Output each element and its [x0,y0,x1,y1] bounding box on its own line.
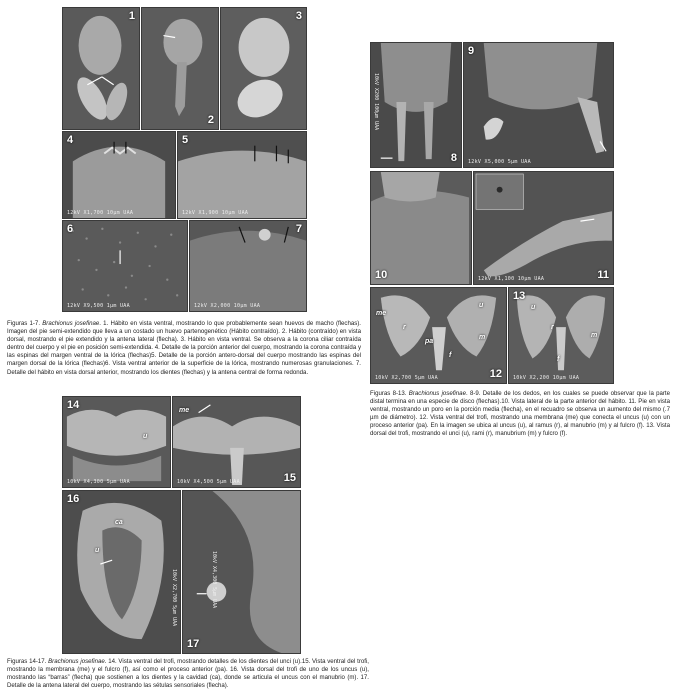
caption-label: Figuras 8-13. [370,390,407,397]
panel-number: 17 [187,638,200,650]
panel-number: 15 [283,472,296,484]
structure-label-fulcrum: f [449,352,452,359]
panel-number: 5 [182,134,189,146]
panel-number: 12 [489,368,502,380]
figure-panel-12 [370,287,507,384]
figure-panel-2 [141,7,219,130]
structure-label-ramus: r [551,324,554,331]
sem-image-rotifer-dorsal [142,8,218,129]
panel-number: 14 [67,399,80,411]
caption-text: . 8-9. Detalle de los dedos, en los cuales se puede observar que la parte distal termina en una especie de disco (flechas).10. Vista lateral de la parte anterior del hábito. 11. Pie en vista ventral, mostrando un poro en la porción media (flecha), en el recuadro se observa un aumento del mismo (.7 µm de diámetro). 12. Vista ventral del trofi, mostrando una membrana (me) que conecta el uncus (u) con un proceso anterior (pa). En la imagen se ubica al uncus (u), al ramus (r), al manubrio (m) y al fulcro (f). 13. Vista dorsal del trofi, mostrando el unci (u), rami (r), manubrium (m) y fulcro (f). [370,390,671,438]
figure-caption-8-13 [370,390,670,439]
structure-label-manubrium: m [591,332,598,339]
scale-bar-label: 12kV X1,100 10µm UAA [478,276,545,282]
sem-image-uncus-bars [63,491,180,653]
panel-number: 1 [128,10,135,22]
sem-image-toe-disc [464,43,613,167]
figure-panel-3 [220,7,307,130]
structure-label-cavity: ca [115,519,123,526]
figure-panel-10 [370,171,472,285]
figure-panel-8 [370,42,462,168]
scale-bar-label: 12kV X1,700 10µm UAA [67,210,134,216]
structure-label-uncus: u [531,304,536,311]
structure-label-uncus: u [479,302,484,309]
caption-label: Figuras 1-7. [7,320,41,327]
figure-panel-16 [62,490,181,654]
scale-bar-label: 12kV X9,500 1µm UAA [67,303,130,309]
sem-image-trophi-ventral [371,288,506,383]
sem-image-rotifer-contracted [221,8,306,129]
figure-panel-17 [182,490,301,654]
scale-bar-label: 10kV X2,700 5µm UAA [375,375,438,381]
figure-panel-1 [62,7,140,130]
sem-image-dorsal-teeth-antenna [190,221,306,311]
panel-number: 11 [597,269,609,281]
figure-panel-13 [508,287,614,384]
panel-number: 16 [67,493,80,505]
caption-text: . 14. Vista ventral del trofi, mostrando detalles de los dientes del unci (u).15. Vista ventral del trofi, mostrando la membrana (me) y el fulcro (f), así como el proceso anterior (pa). 16. Vista dorsal del trofi de uno de los uncus (u), mostrando las “barras” (flecha) que sostienen a los dientes y la cavidad (ca), donde se articula el uncus con el manubrio (m). 17. Detalle de la antena lateral del cuerpo, mostrando las sétulas sensoriales (flecha). [7,658,369,690]
sem-image-lateral-anterior [371,172,471,284]
scale-bar-label: 10kV X2,700 5µm UAA [171,569,177,627]
scale-bar-label: 10kV X4,500 5µm UAA [177,479,240,485]
scale-bar-label: 10kV X2,200 10µm UAA [513,375,580,381]
caption-text: . 1. Hábito en vista ventral, mostrando lo que probablemente sean huevos de macho (flechas). Imagen del pie semi-extendido que lleva a un costado un huevo partenogenético (Hábito contraído). 2. Hábito (contraído) en vista dorsal, mostrando el pie extendido y la antena lateral (flecha). 3. Hábito en vista ventral. Se observa a la corona ciliar contraída dentro del cuerpo y el pie en posición semi-extendida. 4. Detalle de la porción anterior del cuerpo, mostrando la corona contraída y las espinas del margen ventral de la lórica (flechas)5. Detalle de la porción antero-dorsal del cuerpo mostrando las espinas del margen dorsal de la lórica (flechas)6. Vista ventral anterior de la superficie de la lórica, mostrando numerosas granulaciones. 7. Detalle del hábito en vista dorsal anterior, mostrando los dientes (flechas) y la antena central de forma redonda. [7,320,362,376]
figure-panel-14 [62,396,171,488]
sem-image-membrane-fulcrum [173,397,300,487]
panel-number: 4 [67,134,74,146]
panel-number: 6 [67,223,74,235]
panel-number: 7 [295,223,302,235]
structure-label-membrane: me [179,407,190,414]
structure-label-uncus: u [143,433,148,440]
figure-panel-15 [172,396,301,488]
caption-label: Figuras 14-17. [7,658,47,665]
figure-panel-9 [463,42,614,168]
figure-panel-4 [62,131,176,219]
structure-label-fulcrum: f [557,356,560,363]
panel-number: 8 [450,152,457,164]
sem-image-foot-pore [474,172,613,284]
scale-bar-label: 10kV X4,300 5µm UAA [211,551,217,609]
scale-bar-label: 10kV X4,300 5µm UAA [67,479,130,485]
figure-caption-1-7 [7,320,361,377]
panel-number: 2 [207,114,214,126]
sem-image-toes [371,43,461,167]
sem-image-anterodorsal-body [178,132,306,218]
figure-panel-6 [62,220,188,312]
sem-image-trophi-dorsal [509,288,613,383]
scale-bar-label: 12kV X5,000 5µm UAA [468,159,531,165]
structure-label-manubrium: m [479,334,486,341]
structure-label-ramus: r [403,324,406,331]
sem-image-anterior-body [63,132,175,218]
figure-panel-7 [189,220,307,312]
scale-bar-label: 12kV X1,900 10µm UAA [182,210,249,216]
sem-image-rotifer-ventral [63,8,139,129]
figure-caption-14-17 [7,658,369,690]
panel-number: 13 [513,290,526,302]
panel-number: 3 [295,10,302,22]
sem-image-lorica-granulations [63,221,187,311]
figure-panel-5 [177,131,307,219]
scale-bar-label: 10kV X200 100µm UAA [373,73,379,131]
structure-label-anterior-process: pa [425,338,434,345]
caption-species: Brachionus josefinae [408,390,466,397]
structure-label-uncus: u [95,547,100,554]
figure-panel-11 [473,171,614,285]
panel-number: 9 [468,45,475,57]
scale-bar-label: 12kV X2,000 10µm UAA [194,303,261,309]
caption-species: Brachionus josefinae [48,658,105,665]
caption-species: Brachionus josefinae [42,320,100,327]
structure-label-membrane: me [376,310,387,317]
sem-image-lateral-antenna [183,491,300,653]
panel-number: 10 [375,269,388,281]
